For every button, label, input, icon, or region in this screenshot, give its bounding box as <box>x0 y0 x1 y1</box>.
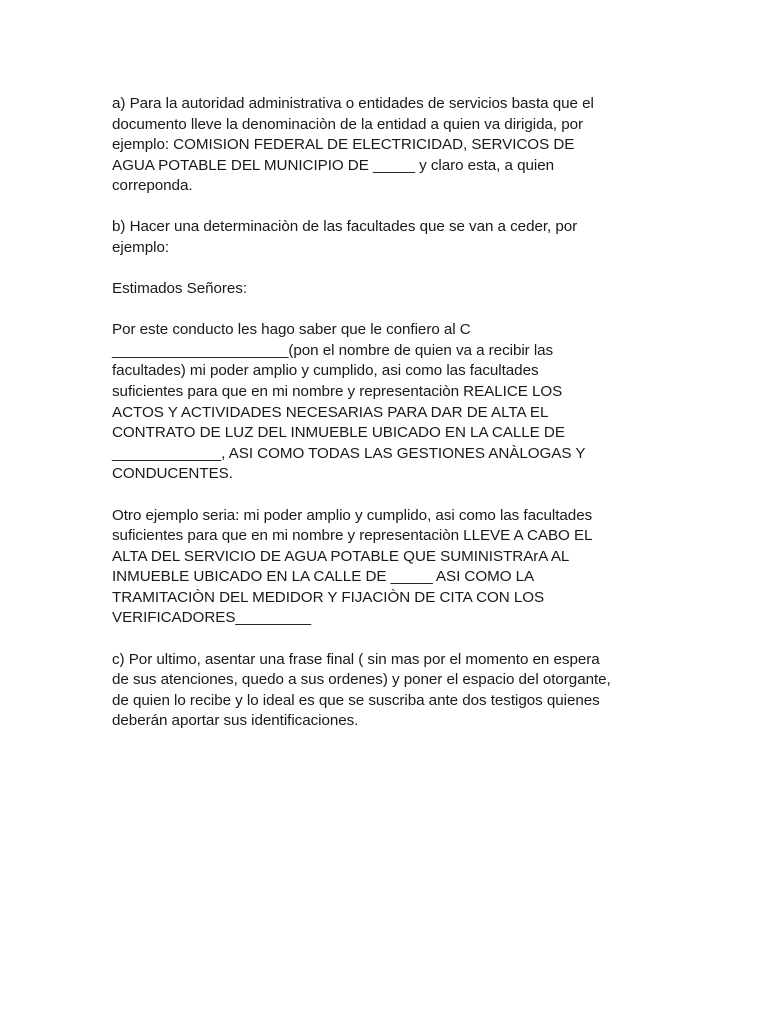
text-line: VERIFICADORES_________ <box>112 609 311 627</box>
text-line: CONTRATO DE LUZ DEL INMUEBLE UBICADO EN LA CALLE DE <box>112 424 565 442</box>
text-line: TRAMITACIÒN DEL MEDIDOR Y FIJACIÒN DE CITA CON LOS <box>112 588 545 606</box>
text-line: deberán aportar sus identificaciones. <box>112 712 359 730</box>
text-line: ejemplo: <box>112 239 170 257</box>
text-line: correponda. <box>112 177 193 195</box>
text-line: facultades) mi poder amplio y cumplido, asi como las facultades <box>112 362 539 380</box>
text-line: ALTA DEL SERVICIO DE AGUA POTABLE QUE SUMINISTRArA AL <box>112 547 570 565</box>
paragraph-c <box>112 650 672 732</box>
paragraph-b <box>112 217 672 258</box>
text-line: b) Hacer una determinaciòn de las facultades que se van a ceder, por <box>112 218 578 236</box>
text-line: c) Por ultimo, asentar una frase final ( sin mas por el momento en espera <box>112 650 600 668</box>
text-line: suficientes para que en mi nombre y representaciòn REALICE LOS <box>112 383 563 401</box>
document-body <box>112 94 672 752</box>
text-line: Estimados Señores: <box>112 280 248 298</box>
text-line: documento lleve la denominaciòn de la entidad a quien va dirigida, por <box>112 115 584 133</box>
text-line: ACTOS Y ACTIVIDADES NECESARIAS PARA DAR DE ALTA EL <box>112 403 549 421</box>
text-line: ejemplo: COMISION FEDERAL DE ELECTRICIDAD, SERVICOS DE <box>112 136 575 154</box>
paragraph-body-2 <box>112 506 672 630</box>
text-line: _____________________(pon el nombre de quien va a recibir las <box>112 341 554 359</box>
text-line: CONDUCENTES. <box>112 465 233 483</box>
text-line: a) Para la autoridad administrativa o entidades de servicios basta que el <box>112 95 594 112</box>
salutation <box>112 279 672 300</box>
text-line: de sus atenciones, quedo a sus ordenes) y poner el espacio del otorgante, <box>112 671 611 689</box>
text-line: Otro ejemplo seria: mi poder amplio y cumplido, asi como las facultades <box>112 506 593 524</box>
text-line: de quien lo recibe y lo ideal es que se suscriba ante dos testigos quienes <box>112 691 600 709</box>
text-line: Por este conducto les hago saber que le confiero al C <box>112 321 471 339</box>
paragraph-body-1 <box>112 320 672 485</box>
text-line: AGUA POTABLE DEL MUNICIPIO DE _____ y claro esta, a quien <box>112 156 554 174</box>
paragraph-a <box>112 94 672 197</box>
text-line: INMUEBLE UBICADO EN LA CALLE DE _____ ASI COMO LA <box>112 568 535 586</box>
text-line: _____________, ASI COMO TODAS LAS GESTIONES ANÀLOGAS Y <box>112 444 586 462</box>
text-line: suficientes para que en mi nombre y representaciòn LLEVE A CABO EL <box>112 527 593 545</box>
